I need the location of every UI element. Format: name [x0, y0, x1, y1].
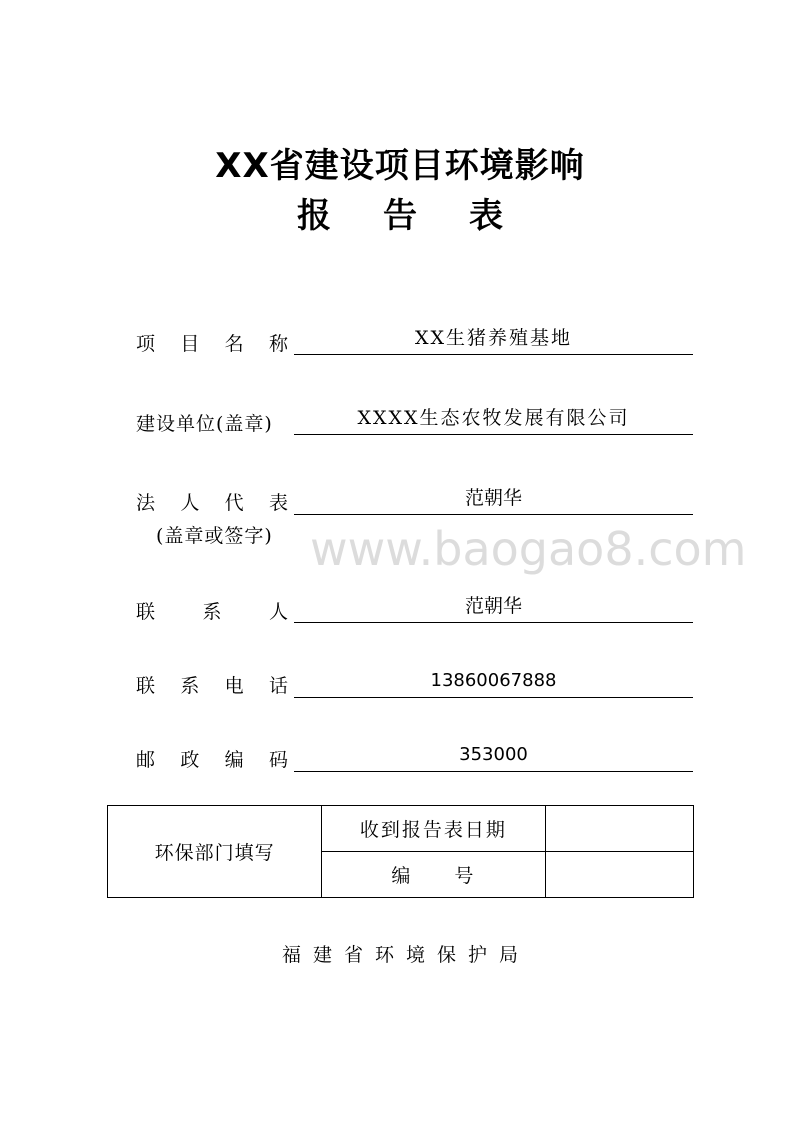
document-title: XX省建设项目环境影响 — [215, 146, 585, 186]
contact-phone-label: 联 系 电 话 — [136, 675, 288, 697]
construction-unit-value: XXXX生态农牧发展有限公司 — [294, 406, 693, 435]
postal-code-label: 邮 政 编 码 — [136, 749, 288, 771]
legal-representative-label: 法 人 代 表 — [136, 492, 288, 514]
received-date-label: 收到报告表日期 — [322, 806, 545, 852]
legal-representative-value: 范朝华 — [294, 486, 693, 515]
issuing-authority: 福建省环境保护局 — [281, 944, 530, 966]
construction-unit-label: 建设单位(盖章) — [136, 413, 273, 435]
received-date-value — [545, 806, 693, 852]
contact-phone-value: 13860067888 — [294, 669, 693, 698]
document-subtitle: 报告表 — [297, 196, 555, 236]
environmental-dept-table — [107, 805, 694, 898]
project-name-value: XX生猪养殖基地 — [294, 326, 693, 355]
contact-person-value: 范朝华 — [294, 594, 693, 623]
watermark: www.baogao8.com — [310, 522, 747, 576]
postal-code-value: 353000 — [294, 743, 693, 772]
dept-section-label: 环保部门填写 — [108, 806, 322, 898]
serial-number-value — [545, 852, 693, 898]
serial-number-label: 编 号 — [322, 852, 545, 898]
legal-representative-sublabel: (盖章或签字) — [156, 525, 273, 547]
contact-person-label: 联 系 人 — [136, 601, 288, 623]
project-name-label: 项 目 名 称 — [136, 333, 288, 355]
